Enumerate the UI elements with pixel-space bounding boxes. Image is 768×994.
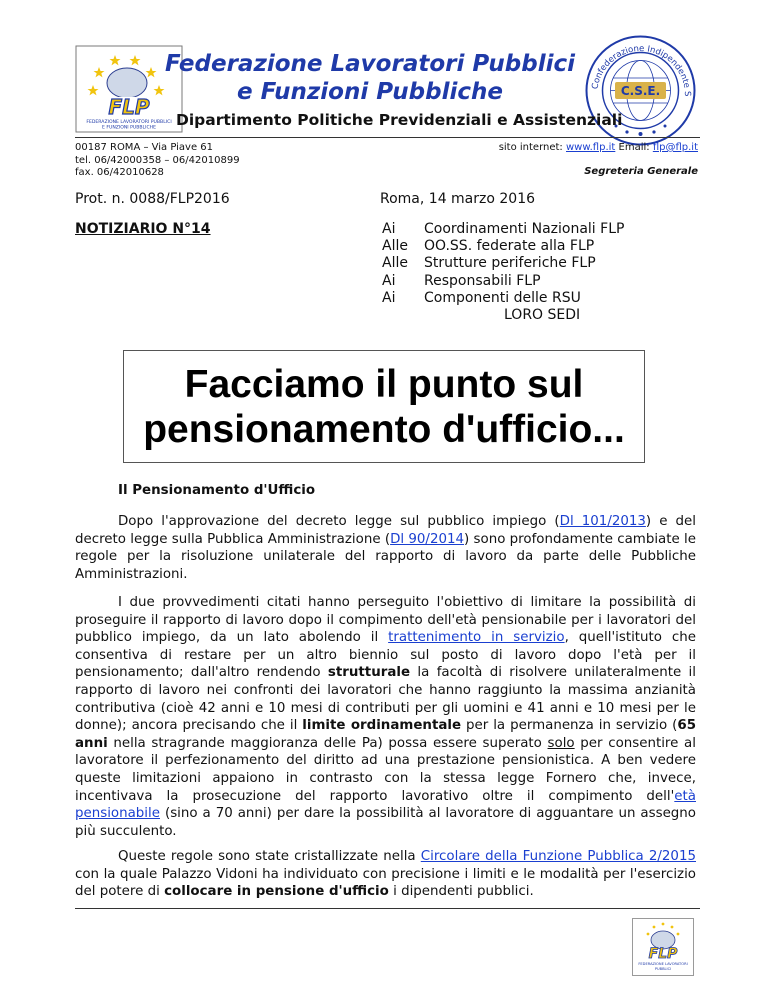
recipient-name: Strutture periferiche FLP xyxy=(424,255,596,272)
p3-text: con la quale Palazzo Vidoni ha individuato con precisione i limiti e le modalità per l'esercizio del potere di xyxy=(75,866,696,900)
p1-text: ) sono profondamente cambiate le regole per la risoluzione unilaterale del rapporto di lavoro da parte delle Pubbliche Amministrazioni. xyxy=(75,531,696,582)
address-block xyxy=(75,142,240,180)
svg-text:FEDERAZIONE LAVORATORI PUBBLIC: FEDERAZIONE LAVORATORI PUBBLICI xyxy=(86,120,172,125)
p2-text: , quell'istituto che consentiva di restare per un altro biennio sul posto di lavoro dopo l'età per il pensionamento; dall'altro rendendo xyxy=(75,630,696,681)
address-fax: fax. 06/42010628 xyxy=(75,167,164,178)
p1-text: Dopo l'approvazione del decreto legge sul pubblico impiego ( xyxy=(118,514,560,529)
email-label: Email: xyxy=(618,142,650,153)
paragraph-1 xyxy=(75,513,696,583)
address-phone: tel. 06/42000358 – 06/42010899 xyxy=(75,154,240,166)
bulletin-number: NOTIZIARIO N°14 xyxy=(75,221,211,237)
recipient-row xyxy=(382,238,624,255)
protocol-number: Prot. n. 0088/FLP2016 xyxy=(75,191,230,207)
recipient-prefix: Ai xyxy=(382,221,396,237)
document-date: Roma, 14 marzo 2016 xyxy=(380,191,536,207)
federation-title-line2: e Funzioni Pubbliche xyxy=(237,79,503,105)
document-title-line2: pensionamento d'ufficio... xyxy=(143,407,625,451)
recipient-prefix: Ai xyxy=(382,289,396,306)
dl-101-2013-link[interactable]: Dl 101/2013 xyxy=(559,514,646,529)
site-link[interactable]: www.flp.it xyxy=(566,142,616,153)
p2-text: per la permanenza in servizio ( xyxy=(461,718,678,734)
paragraph-2 xyxy=(75,594,696,840)
trattenimento-link[interactable]: trattenimento in servizio xyxy=(388,630,565,646)
p2-text: la facoltà di risolvere unilateralmente il rapporto di lavoro nei confronti dei lavoratori che hanno raggiunto la massima anzianità contributiva (cioè 42 anni e 10 mesi di contributi per gli uomini e 41 anni e 10 mesi per le donne); ancora precisando che il xyxy=(75,665,696,734)
site-label: sito internet: xyxy=(498,142,563,153)
recipient-row xyxy=(382,221,624,238)
p2-bold: strutturale xyxy=(327,665,411,681)
p2-text: nella stragrande maggioranza delle Pa) possa essere superato xyxy=(107,735,548,751)
p3-text: Queste regole sono state cristallizzate nella xyxy=(118,849,421,864)
recipient-row xyxy=(382,255,624,272)
recipients-list xyxy=(382,221,624,324)
section-heading: Il Pensionamento d'Ufficio xyxy=(118,483,316,498)
p2-underline: solo xyxy=(547,735,575,751)
paragraph-3 xyxy=(75,848,696,901)
svg-text:FLP: FLP xyxy=(648,946,678,962)
svg-text:FEDERAZIONE LAVORATORI: FEDERAZIONE LAVORATORI xyxy=(638,962,688,966)
recipient-name: Responsabili FLP xyxy=(424,272,541,289)
p2-text: I due provvedimenti citati hanno perseguito l'obiettivo di limitare la possibilità di proseguire il rapporto di lavoro dopo il compimento dell'età pensionabile per i lavoratori del pubblico impiego, da un lato abolendo il xyxy=(75,595,696,646)
svg-text:FLP: FLP xyxy=(108,95,150,119)
p2-bold: 65 anni xyxy=(75,718,697,751)
p2-text: (sino a 70 anni) per dare la possibilità al lavoratore di agguantare un assegno più succulento. xyxy=(75,806,696,839)
recipient-name: OO.SS. federate alla FLP xyxy=(424,238,595,255)
department-name: Dipartimento Politiche Previdenziali e Assistenziali xyxy=(176,111,623,129)
email-link[interactable]: flp@flp.it xyxy=(652,142,698,153)
footer-flp-logo xyxy=(632,918,694,976)
recipient-prefix: Alle xyxy=(382,238,408,255)
header-divider xyxy=(75,137,700,138)
recipient-name: Coordinamenti Nazionali FLP xyxy=(424,221,625,237)
document-title-line1: Facciamo il punto sul xyxy=(184,362,584,406)
document-title xyxy=(123,350,645,463)
address-street: 00187 ROMA – Via Piave 61 xyxy=(75,142,214,153)
p3-text: i dipendenti pubblici. xyxy=(388,884,534,900)
svg-text:C.S.E.: C.S.E. xyxy=(620,84,661,98)
eta-pensionabile-link[interactable]: età pensionabile xyxy=(75,788,696,822)
recipient-name: Componenti delle RSU xyxy=(424,289,581,306)
contact-line xyxy=(499,142,698,153)
p3-bold: collocare in pensione d'ufficio xyxy=(164,884,389,900)
p2-bold: limite ordinamentale xyxy=(302,718,462,734)
secretariat-label: Segreteria Generale xyxy=(584,166,698,177)
recipient-prefix: Alle xyxy=(382,255,408,272)
svg-text:E FUNZIONI PUBBLICHE: E FUNZIONI PUBBLICHE xyxy=(101,125,157,131)
dl-90-2014-link[interactable]: Dl 90/2014 xyxy=(390,531,465,547)
recipient-row xyxy=(382,273,624,290)
federation-title-line1: Federazione Lavoratori Pubblici xyxy=(165,51,575,77)
federation-title xyxy=(150,50,590,106)
recipients-tail: LORO SEDI xyxy=(504,307,581,324)
cse-logo xyxy=(583,33,698,148)
p2-text: per consentire al lavoratore il perfezionamento del diritto ad una prestazione pensionistica. A ben vedere queste limitazioni appaiono in contrasto con la stessa legge Fornero che, invece, incentivava la prosecuzione del rapporto lavorativo oltre il compimento dell' xyxy=(75,735,696,804)
footer-divider xyxy=(75,908,700,909)
p1-text: ) e del decreto legge sulla Pubblica Amministrazione ( xyxy=(75,514,696,547)
circolare-link[interactable]: Circolare della Funzione Pubblica 2/2015 xyxy=(420,849,696,864)
svg-text:Confederazione Indipendente Si: Confederazione Indipendente S xyxy=(590,43,693,97)
recipient-prefix: Ai xyxy=(382,272,396,289)
svg-text:PUBBLICI: PUBBLICI xyxy=(654,967,672,971)
recipient-row xyxy=(382,290,624,307)
